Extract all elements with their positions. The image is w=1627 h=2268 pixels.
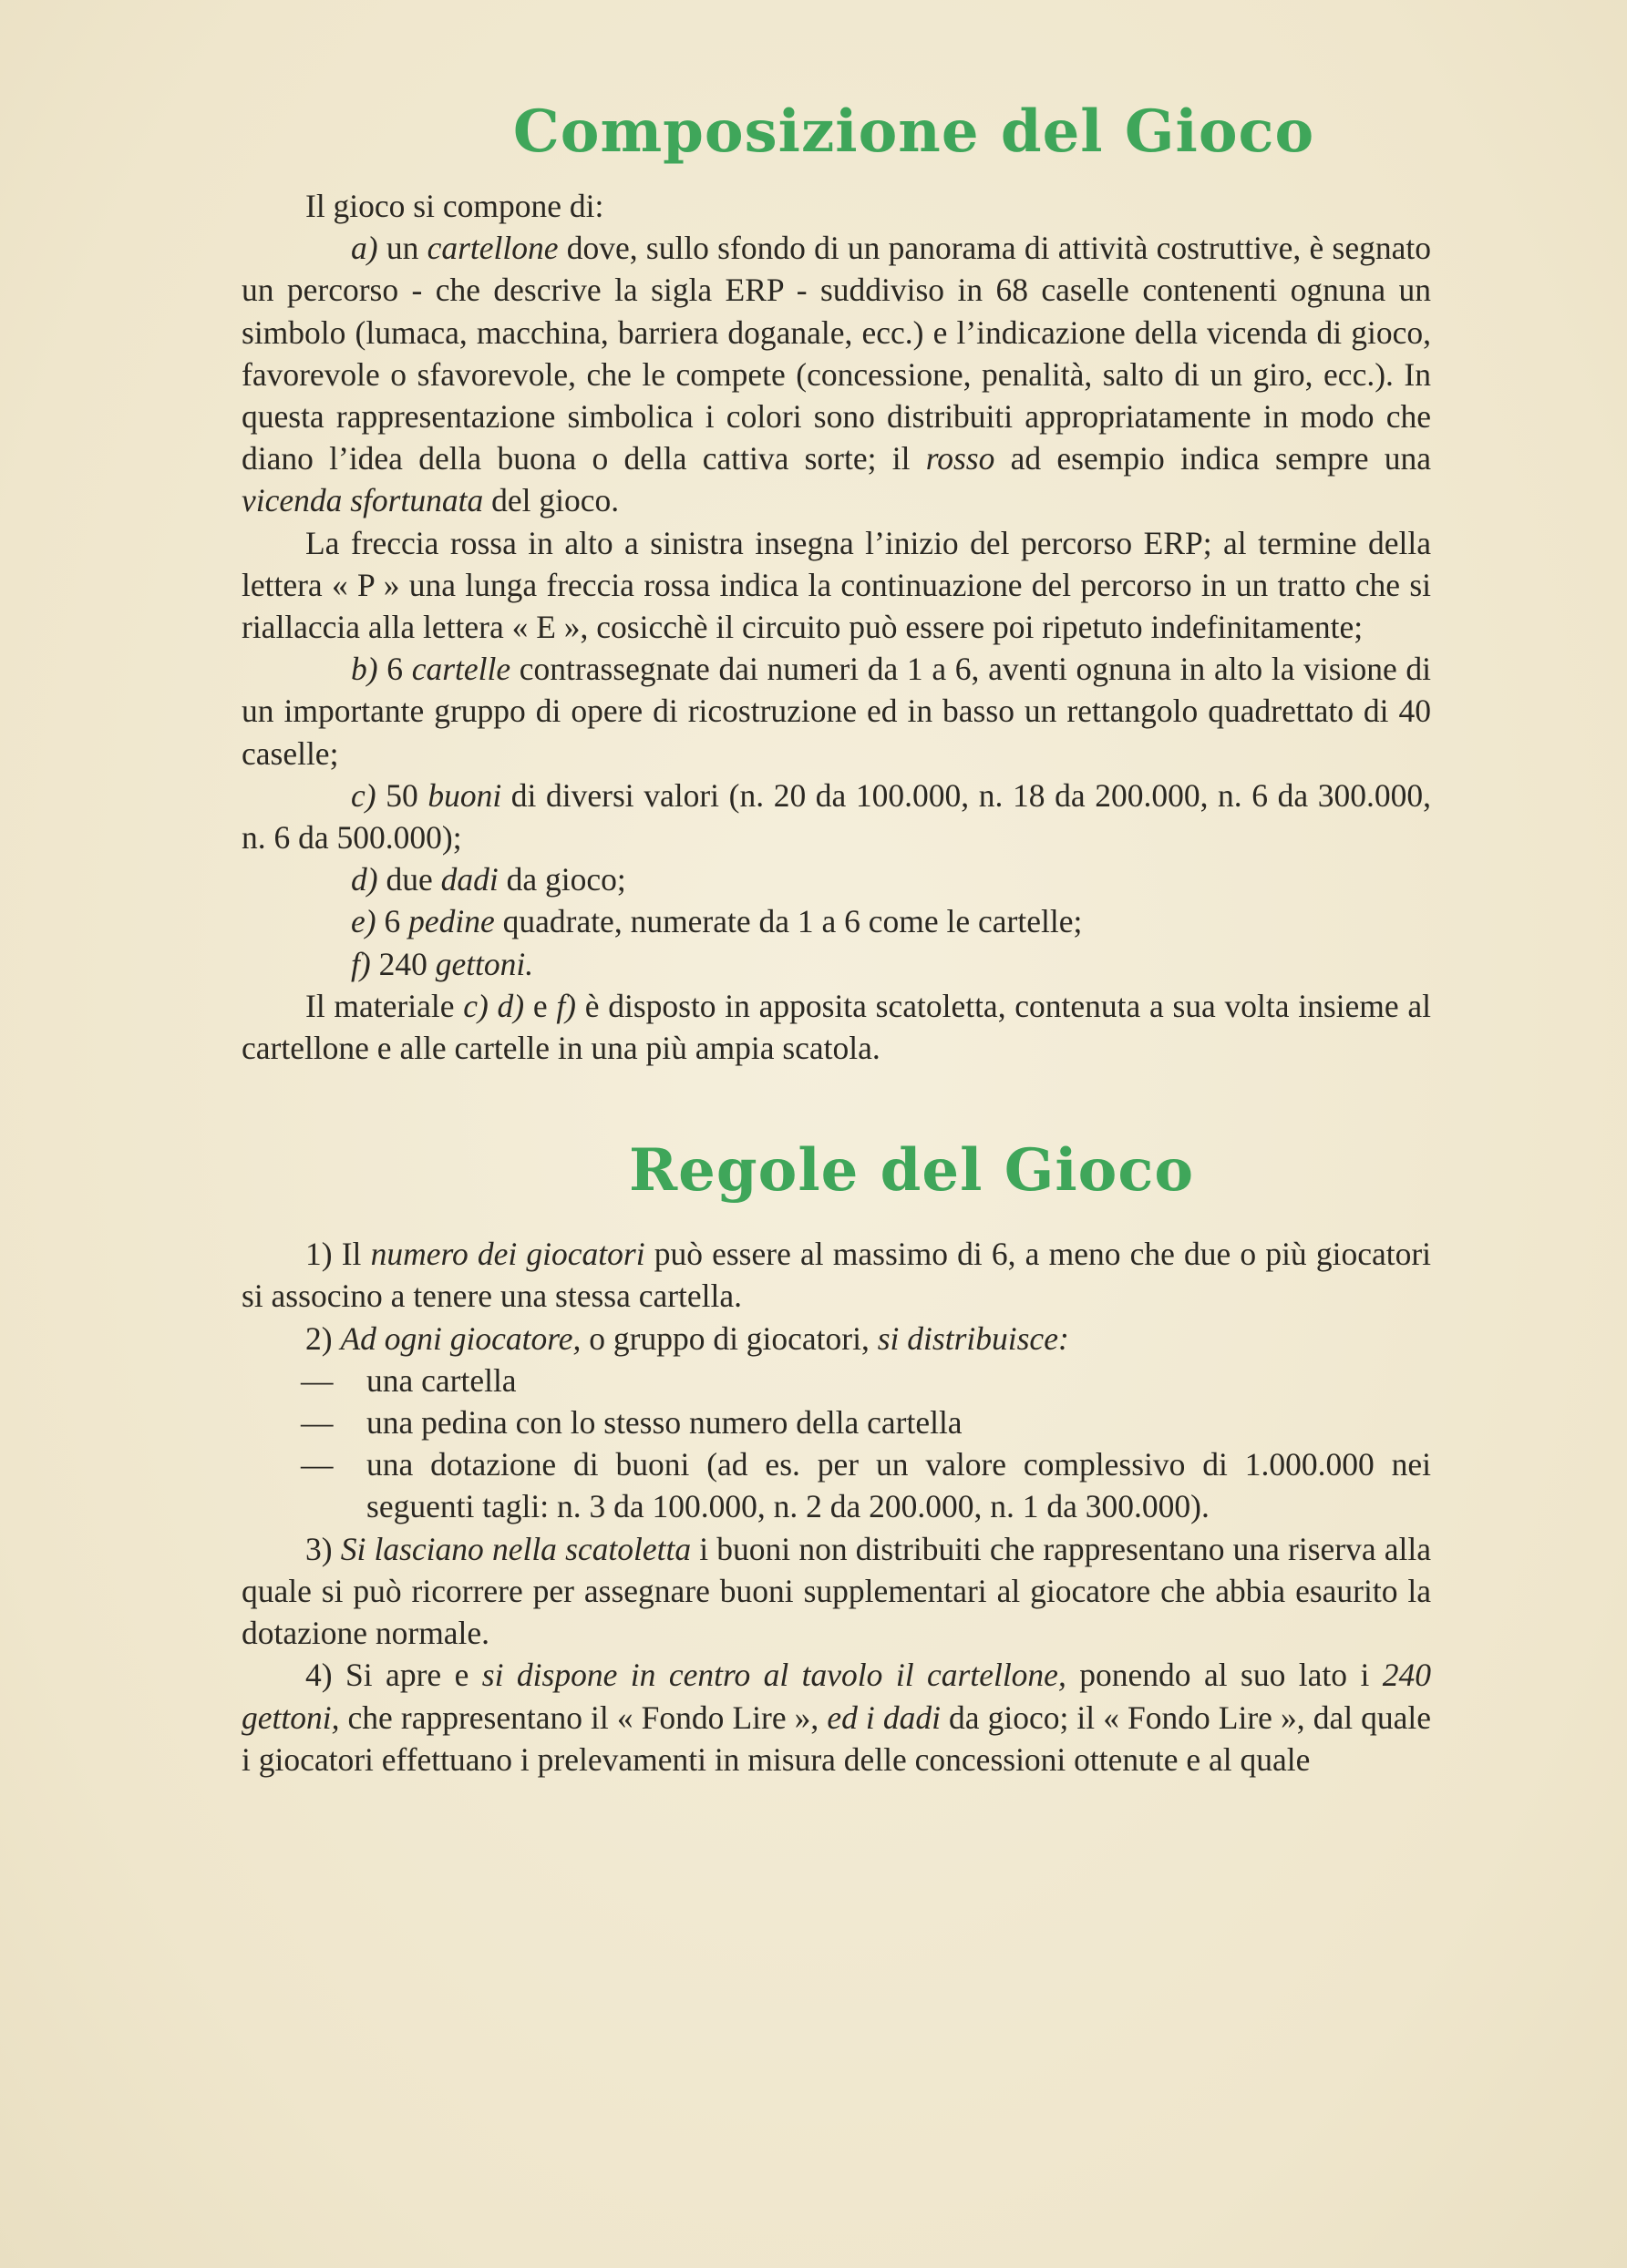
- rule-4-emph-3: ed i dadi: [827, 1698, 941, 1736]
- dash-mark: —: [301, 1361, 334, 1399]
- item-d-text-1: due: [377, 861, 441, 898]
- materiale-text-4: è disposto in apposita scatoletta, contenuta a sua volta insieme al cartellone e alle cartelle in una più ampia scatola.: [242, 987, 1432, 1067]
- item-d-text-2: da gioco;: [498, 861, 626, 898]
- item-f-letter: f): [351, 945, 371, 982]
- materiale-text-1: Il materiale: [305, 987, 464, 1024]
- section-title-composizione: Composizione del Gioco: [512, 97, 1315, 166]
- rule-2-paragraph: [242, 1318, 1431, 1360]
- rule-3-paragraph: [242, 1528, 1431, 1655]
- item-e-emph-1: pedine: [408, 903, 495, 940]
- rule-3-text-1: [333, 1531, 341, 1567]
- section-title-regole: Regole del Gioco: [628, 1136, 1195, 1206]
- rule-2-emph-1: Ad ogni giocatore,: [340, 1319, 582, 1357]
- freccia-paragraph: La freccia rossa in alto a sinistra insegna l’inizio del percorso ERP; al termine della lettera « P » una lunga freccia rossa indica la continuazione del percorso in un tratto che si riallaccia alla lettera « E », cosicchè il circuito può essere poi ripetuto indefinitamente;: [242, 524, 1431, 646]
- item-f-text-1: 240: [370, 945, 436, 982]
- item-c-paragraph: [242, 775, 1431, 858]
- item-d-paragraph: [242, 858, 1431, 900]
- item-a-text-4: del gioco.: [483, 482, 620, 519]
- materiale-text-3: e: [524, 987, 557, 1024]
- item-b-text-2: contrassegnate dai numeri da 1 a 6, aventi ognuna in alto la visione di un importante gruppo di opere di ricostruzione ed in basso un rettangolo quadrettato di 40 caselle;: [242, 651, 1431, 772]
- item-a-text-3: ad esempio indica sempre una: [994, 440, 1432, 477]
- item-b-emph-1: cartelle: [411, 651, 511, 688]
- dash-mark: —: [301, 1404, 334, 1442]
- rule-2-emph-2: si distribuisce:: [877, 1319, 1069, 1357]
- materiale-emph-2: d): [497, 987, 525, 1024]
- item-b-text-1: 6: [377, 651, 412, 688]
- item-b-letter: b): [351, 651, 378, 688]
- list-item-text: una pedina con lo stesso numero della cartella: [366, 1404, 963, 1442]
- item-a-emph-1: cartellone: [427, 230, 559, 267]
- rule-2-number: 2): [305, 1319, 333, 1357]
- rule-4-text-4: da gioco; il « Fondo Lire », dal quale i giocatori effettuano i prelevamenti in misura delle concessioni ottenute e al quale: [242, 1698, 1432, 1778]
- rule-4-emph-1: si dispone in centro al tavolo il cartellone,: [481, 1657, 1066, 1694]
- rule-4-text-2: ponendo al suo lato i: [1066, 1657, 1383, 1694]
- document-body: [242, 87, 1431, 1781]
- rule-4-number: 4): [305, 1657, 333, 1694]
- rule-2-text-2: o gruppo di giocatori,: [581, 1319, 878, 1357]
- item-a-emph-2: rosso: [925, 440, 995, 477]
- item-c-text-2: di diversi valori (n. 20 da 100.000, n. 18 da 200.000, n. 6 da 300.000, n. 6 da 500.000);: [242, 776, 1431, 857]
- rule-4-emph-2: 240 gettoni,: [242, 1657, 1431, 1736]
- item-b-paragraph: [242, 648, 1431, 775]
- materiale-emph-1: c): [463, 987, 489, 1024]
- item-f-paragraph: [242, 943, 1431, 985]
- item-e-paragraph: [242, 900, 1431, 942]
- rule-4-paragraph: [242, 1654, 1431, 1781]
- item-a-emph-3: vicenda sfortunata: [242, 482, 484, 519]
- rule-1-number: 1): [305, 1236, 333, 1273]
- rule-3-emph-1: Si lasciano nella scatoletta: [340, 1530, 692, 1567]
- item-a-paragraph: [242, 227, 1431, 521]
- materiale-emph-3: f): [556, 987, 576, 1024]
- item-f-emph-1: gettoni.: [435, 945, 534, 982]
- rule-1-text-1: Il: [332, 1236, 371, 1273]
- rule-1-emph-1: numero dei giocatori: [370, 1236, 645, 1273]
- intro-paragraph: Il gioco si compone di:: [305, 188, 604, 224]
- item-d-letter: d): [351, 861, 378, 898]
- rule-4-text-1: Si apre e: [332, 1657, 482, 1694]
- item-a-letter: a): [351, 230, 378, 267]
- materiale-paragraph: [242, 985, 1431, 1069]
- item-c-emph-1: buoni: [427, 776, 502, 814]
- item-c-text-1: 50: [376, 776, 428, 814]
- list-item-text: una cartella: [366, 1361, 517, 1399]
- list-item: [242, 1401, 1431, 1443]
- item-a-text-1: un: [377, 230, 427, 267]
- list-item-text: una dotazione di buoni (ad es. per un valore complessivo di 1.000.000 nei seguenti tagli: n. 3 da 100.000, n. 2 da 200.000, n. 1 da 300.000).: [366, 1446, 1431, 1525]
- item-d-emph-1: dadi: [440, 861, 499, 898]
- materiale-text-2: [489, 988, 498, 1024]
- item-a-text-2: dove, sullo sfondo di un panorama di attività costruttive, è segnato un percorso - che descrive la sigla ERP - suddiviso in 68 caselle contenenti ognuna un simbolo (lumaca, macchina, barriera doganale, ecc.) e l’indicazione della vicenda di gioco, favorevole o sfavorevole, che le compete (concessione, penalità, salto di un giro, ecc.). In questa rappresentazione simbolica i colori sono distribuiti appropriatamente in modo che diano l’idea della buona o della cattiva sorte; il: [242, 230, 1431, 477]
- list-item: [242, 1360, 1431, 1401]
- item-c-letter: c): [351, 776, 376, 814]
- list-item: [242, 1443, 1431, 1527]
- item-e-text-2: quadrate, numerate da 1 a 6 come le cartelle;: [494, 903, 1083, 940]
- rule-3-number: 3): [305, 1530, 333, 1567]
- rule-1-text-2: può essere al massimo di 6, a meno che due o più giocatori si associno a tenere una stessa cartella.: [242, 1236, 1432, 1315]
- rule-1-paragraph: [242, 1233, 1431, 1317]
- dash-mark: —: [301, 1446, 334, 1483]
- rule-3-text-2: i buoni non distribuiti che rappresentano una riserva alla quale si può ricorrere per assegnare buoni supplementari al giocatore che abbia esaurito la dotazione normale.: [242, 1530, 1431, 1652]
- item-e-letter: e): [351, 903, 376, 940]
- rule-4-text-3: che rappresentano il « Fondo Lire »,: [339, 1698, 828, 1736]
- item-e-text-1: 6: [376, 903, 409, 940]
